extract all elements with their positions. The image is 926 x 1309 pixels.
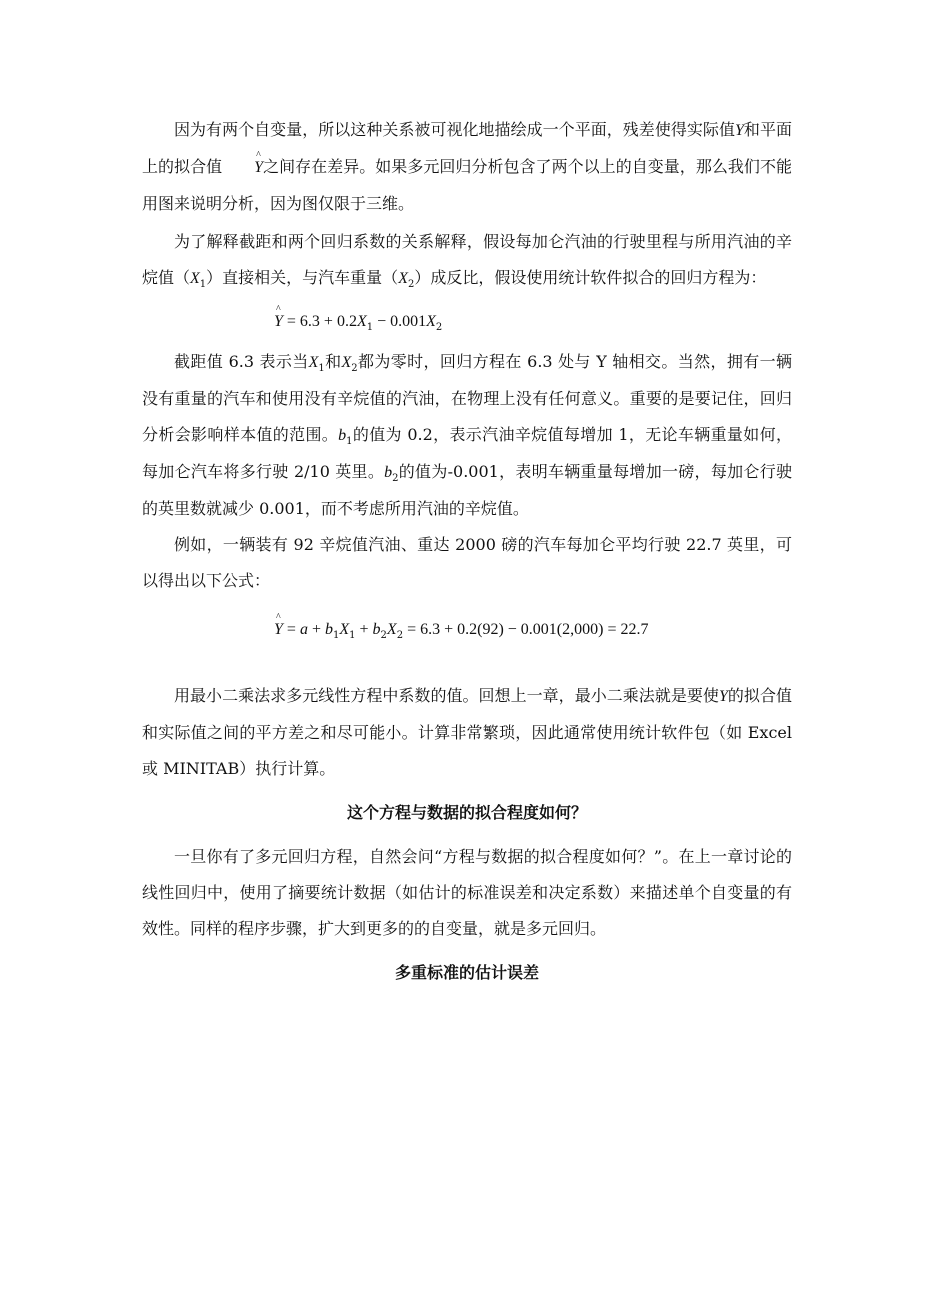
text: 因为有两个自变量，所以这种关系被可视化地描绘成一个平面，残差使得实际值 <box>174 120 735 139</box>
example-equation <box>142 609 792 650</box>
subscript: 2 <box>380 630 387 641</box>
subscript: 2 <box>407 279 415 290</box>
eq-x1: X <box>339 621 350 638</box>
paragraph-coefficients-intro <box>142 224 792 297</box>
paragraph-example: 例如，一辆装有 92 辛烷值汽油、重达 2000 磅的汽车每加仑平均行驶 22.7 英里，可以得出以下公式： <box>142 535 792 590</box>
paragraph-intercept-explanation <box>142 344 792 527</box>
var-x1: X <box>190 270 200 287</box>
subscript: 1 <box>346 436 353 447</box>
eq-y-hat: ^ Y <box>274 610 283 650</box>
document-page <box>142 112 792 999</box>
eq-x2: X <box>386 621 397 638</box>
text: 用最小二乘法求多元线性方程中系数的值。回想上一章，最小二乘法就是要使 <box>174 686 719 705</box>
text: ）直接相关，与汽车重量（ <box>206 268 399 287</box>
subscript: 1 <box>199 279 207 290</box>
eq-y-hat: ^ Y <box>274 302 283 342</box>
text: 都为零时，回归方程在 6.3 处与 Y 轴相交。当然，拥有一辆没有重量的汽车和使用没有辛烷值的汽油，在物理上没有任何意义。重要的是要记住，回归分析会影响样本值的范围。 <box>142 352 792 444</box>
text: 为了解释截距和两个回归系数的关系解释，假设每加仑汽油的行驶里程与所用汽油的辛烷值（ <box>142 232 792 287</box>
text: 截距值 6.3 表示当 <box>174 352 309 371</box>
var-x1: X <box>308 354 319 371</box>
var-x2: X <box>398 270 408 287</box>
subscript: 1 <box>332 630 340 641</box>
eq-text: = 6.3 + 0.2(92) − 0.001(2,000) = 22.7 <box>403 621 649 638</box>
section-heading-fit: 这个方程与数据的拟合程度如何？ <box>346 803 587 822</box>
subscript: 1 <box>349 630 356 641</box>
eq-x2: X <box>426 313 436 330</box>
eq-a: a <box>299 621 308 638</box>
text: 和平面上的拟合值 <box>142 120 792 176</box>
eq-text: = <box>282 621 300 638</box>
subscript: 2 <box>351 363 358 374</box>
var-y-hat: ^ Y <box>222 150 263 186</box>
var-b1: b <box>338 427 347 444</box>
section-heading-standard-error: 多重标准的估计误差 <box>394 963 539 982</box>
eq-b2: b <box>372 621 381 638</box>
subscript: 1 <box>318 363 325 374</box>
regression-equation <box>142 301 792 342</box>
var-b2: b <box>384 464 393 481</box>
var-y: Y <box>718 688 728 705</box>
text: 之间存在差异。如果多元回归分析包含了两个以上的自变量，那么我们不能用图来说明分析，因为图仅限于三维。 <box>142 157 792 213</box>
var-x2: X <box>341 354 352 371</box>
eq-text: = 6.3 + 0.2 <box>282 313 357 330</box>
paragraph-planar-relationship <box>142 112 792 222</box>
text: 的值为-0.001，表明车辆重量每增加一磅，每加仑行驶的英里数就减少 0.001，而不考虑所用汽油的辛烷值。 <box>142 462 792 518</box>
paragraph-fit-question: 一旦你有了多元回归方程，自然会问“方程与数据的拟合程度如何？”。在上一章讨论的线性回归中，使用了摘要统计数据（如估计的标准误差和决定系数）来描述单个自变量的有效性。同样的程序步骤，扩大到更多的的自变量，就是多元回归。 <box>142 847 792 938</box>
text: 和 <box>324 352 342 371</box>
text: 的拟合值和实际值之间的平方差之和尽可能小。计算非常繁琐，因此通常使用统计软件包（如 Excel 或 MINITAB）执行计算。 <box>142 686 792 778</box>
subscript: 2 <box>435 322 443 333</box>
paragraph-least-squares <box>142 678 792 787</box>
eq-b1: b <box>324 621 333 638</box>
text: 的值为 0.2，表示汽油辛烷值每增加 1，无论车辆重量如何，每加仑汽车将多行驶 2/10 英里。 <box>142 425 792 481</box>
subscript: 2 <box>392 473 399 484</box>
eq-text: + <box>355 621 373 638</box>
var-y: Y <box>734 122 744 139</box>
eq-text: − 0.001 <box>373 313 427 330</box>
eq-x1: X <box>356 313 367 330</box>
subscript: 1 <box>366 322 374 333</box>
subscript: 2 <box>396 630 404 641</box>
text: ）成反比，假设使用统计软件拟合的回归方程为： <box>414 268 767 287</box>
eq-text: + <box>307 621 325 638</box>
